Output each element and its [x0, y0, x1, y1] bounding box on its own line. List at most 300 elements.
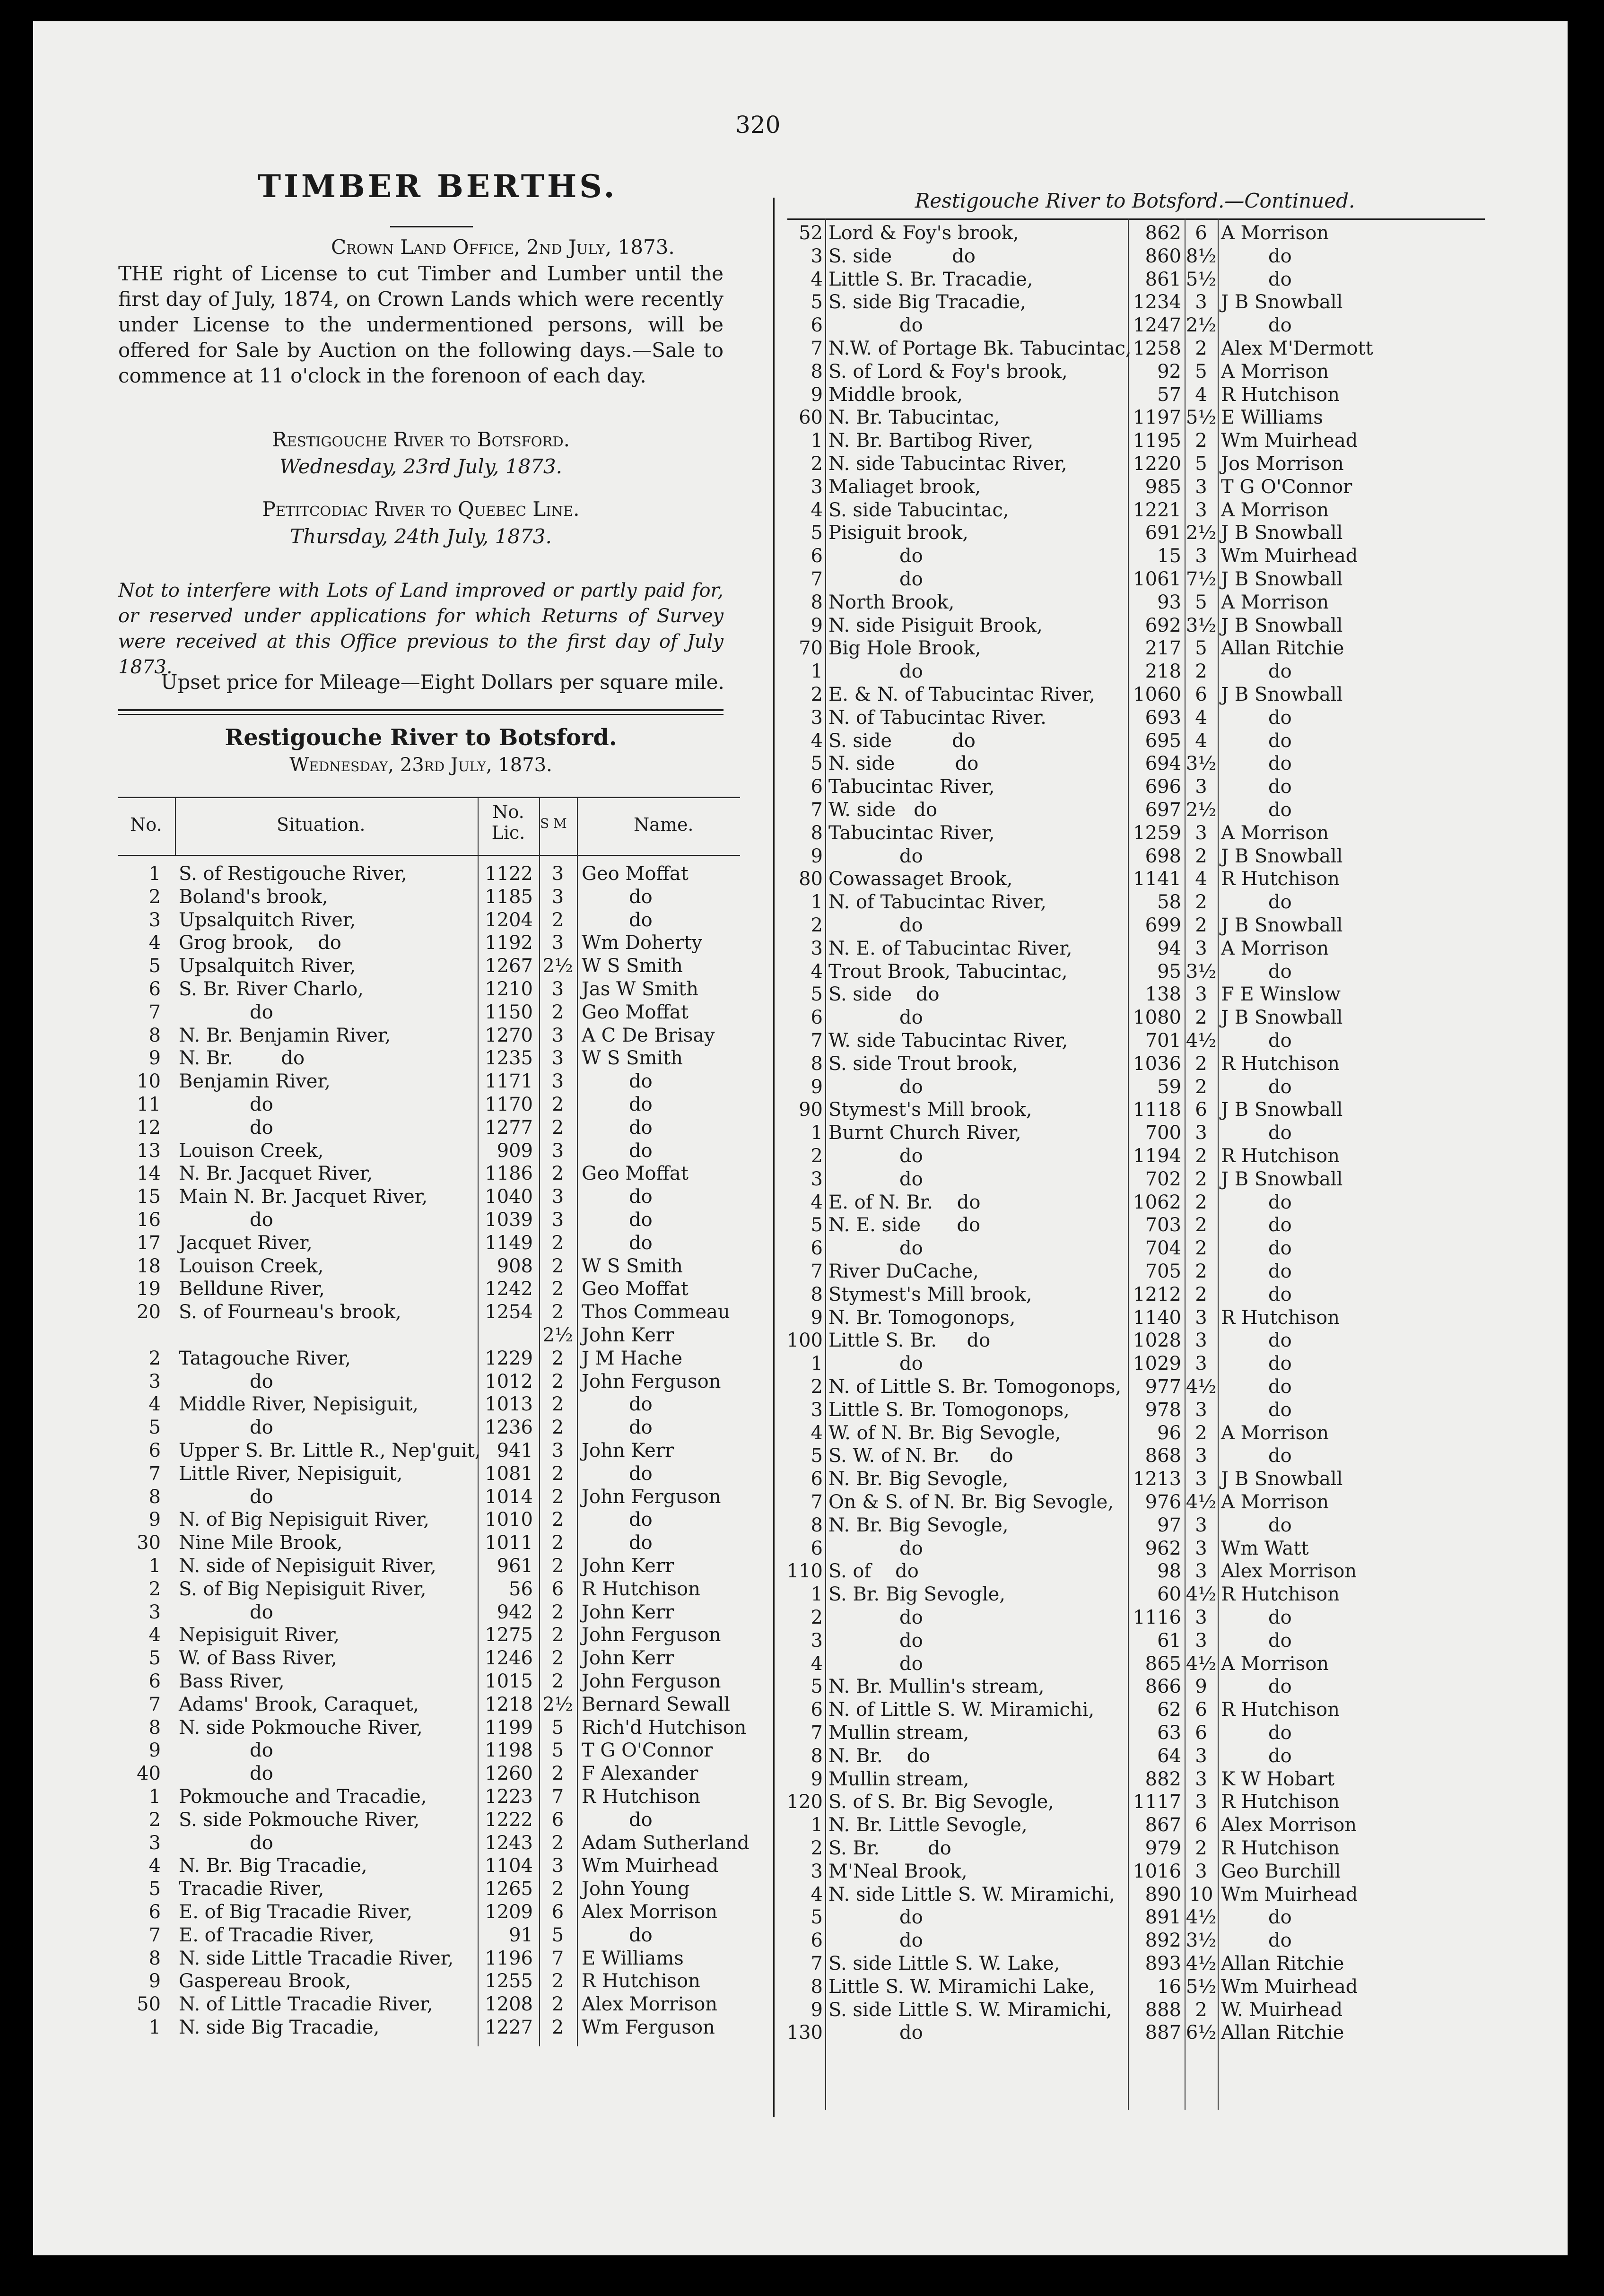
cell-sm: 7 — [551, 1786, 564, 1808]
cell-situation: S. side Trout brook, — [828, 1052, 1018, 1075]
cell-name: R Hutchison — [1221, 1145, 1340, 1167]
cell-lic: 860 — [1145, 245, 1181, 267]
cell-sm: 4½ — [1186, 1583, 1217, 1606]
cell-no: 4 — [811, 268, 823, 290]
cell-situation: do — [899, 1237, 923, 1260]
cell-situation: W. side do — [828, 799, 937, 821]
cell-sm: 3 — [551, 1024, 564, 1046]
cell-lic: 1247 — [1133, 314, 1181, 337]
cell-situation: S. of Lord & Foy's brook, — [828, 360, 1068, 383]
proviso-note: Not to interfere with Lots of Land improved or partly paid for, or reserved under applications for which Returns of Survey were received at this Office previous to the first day of July 1873. — [118, 580, 724, 678]
cell-lic: 908 — [497, 1255, 533, 1277]
cell-situation: do — [899, 1145, 923, 1167]
cell-lic: 1198 — [485, 1739, 533, 1762]
cell-lic: 890 — [1145, 1883, 1181, 1905]
cell-name: do — [1268, 1722, 1292, 1744]
cell-no: 4 — [811, 499, 823, 521]
cell-situation: Jacquet River, — [179, 1232, 313, 1254]
cell-sm: 5 — [1195, 453, 1207, 475]
cell-situation: Upsalquitch River, — [179, 909, 356, 931]
cell-no: 6 — [811, 776, 823, 798]
cell-name: do — [629, 1070, 653, 1093]
cell-situation: Gaspereau Brook, — [179, 1970, 351, 1992]
sale-date-1: Wednesday, 23rd July, 1873. — [279, 455, 562, 478]
cell-sm: 2 — [1195, 1237, 1207, 1260]
cell-sm: 5½ — [1186, 407, 1217, 429]
cell-name: R Hutchison — [1221, 1583, 1340, 1606]
cell-sm: 5½ — [1186, 268, 1217, 290]
cell-sm: 2 — [551, 1832, 564, 1854]
cell-sm: 6 — [1195, 222, 1207, 244]
page-number: 320 — [735, 111, 781, 139]
cell-situation: S. side do — [828, 730, 976, 752]
cell-name: Allan Ritchie — [1221, 1953, 1344, 1974]
cell-lic: 1254 — [485, 1301, 533, 1323]
cell-lic: 98 — [1157, 1560, 1181, 1583]
cell-no: 5 — [811, 1214, 823, 1236]
cell-sm: 4½ — [1186, 1906, 1217, 1929]
header-no: No. — [130, 814, 162, 835]
cell-situation: Mullin stream, — [828, 1722, 969, 1744]
cell-sm: 3½ — [1186, 1930, 1217, 1952]
cell-name: A Morrison — [1221, 360, 1329, 383]
cell-situation: do — [899, 1076, 923, 1098]
cell-lic: 1013 — [485, 1393, 533, 1416]
cell-name: A Morrison — [1221, 1491, 1329, 1513]
cell-name: do — [1268, 314, 1292, 337]
cell-situation: N. Br. Big Sevogle, — [828, 1514, 1009, 1536]
right-table-top-rule — [787, 218, 1485, 220]
cell-situation: Stymest's Mill brook, — [828, 1099, 1032, 1121]
cell-situation: do — [899, 1353, 923, 1375]
cell-sm: 4½ — [1186, 1953, 1217, 1974]
cell-sm: 3 — [1195, 1629, 1207, 1652]
cell-sm: 2 — [551, 1393, 564, 1416]
cell-sm: 2 — [551, 1163, 564, 1185]
cell-name: J B Snowball — [1221, 291, 1343, 313]
cell-name: Wm Muirhead — [1221, 430, 1358, 452]
cell-sm: 2 — [1195, 1052, 1207, 1075]
cell-no: 7 — [811, 568, 823, 590]
cell-name: John Kerr — [582, 1324, 674, 1346]
cell-lic: 16 — [1157, 1975, 1181, 1998]
cell-sm: 6 — [1195, 1722, 1207, 1744]
cell-name: Geo Burchill — [1221, 1860, 1341, 1882]
cell-name: do — [1268, 245, 1292, 267]
cell-lic: 691 — [1145, 522, 1181, 544]
cell-sm: 6 — [1195, 684, 1207, 705]
cell-lic: 138 — [1145, 983, 1181, 1006]
cell-lic: 1277 — [485, 1116, 533, 1139]
cell-situation: do — [899, 1537, 923, 1559]
cell-situation: S. side Big Tracadie, — [828, 291, 1026, 313]
cell-name: J M Hache — [582, 1347, 682, 1369]
cell-situation: W. side Tabucintac River, — [828, 1030, 1068, 1052]
cell-name: F Alexander — [582, 1763, 698, 1785]
cell-no: 8 — [811, 1283, 823, 1305]
cell-no: 9 — [811, 614, 823, 636]
cell-lic: 1267 — [485, 955, 533, 977]
cell-sm: 3 — [1195, 1330, 1207, 1352]
cell-sm: 4½ — [1186, 1030, 1217, 1052]
cell-name: do — [629, 886, 653, 908]
cell-name: do — [1268, 268, 1292, 290]
cell-no: 7 — [148, 1693, 161, 1715]
cell-situation: do — [250, 1094, 273, 1115]
cell-lic: 61 — [1157, 1629, 1181, 1652]
cell-name: Wm Ferguson — [582, 2017, 715, 2038]
cell-sm: 3 — [1195, 983, 1207, 1006]
cell-lic: 1185 — [485, 886, 533, 908]
cell-no: 8 — [148, 1716, 161, 1739]
cell-no: 9 — [811, 1306, 823, 1329]
cell-sm: 8½ — [1186, 245, 1217, 267]
cell-no: 5 — [148, 1417, 161, 1439]
cell-no: 2 — [811, 684, 823, 705]
cell-sm: 3 — [551, 1209, 564, 1231]
cell-sm: 2½ — [1186, 522, 1217, 544]
cell-lic: 694 — [1145, 753, 1181, 775]
cell-sm: 7½ — [1186, 568, 1217, 590]
cell-sm: 3 — [551, 932, 564, 954]
cell-no: 7 — [148, 1462, 161, 1485]
cell-no: 30 — [137, 1532, 161, 1554]
cell-no: 9 — [811, 1768, 823, 1790]
cell-lic: 865 — [1145, 1652, 1181, 1675]
cell-sm: 4 — [1195, 383, 1207, 406]
cell-sm: 2 — [1195, 1214, 1207, 1236]
cell-situation: Tracadie River, — [179, 1878, 324, 1900]
cell-name: A Morrison — [1221, 591, 1329, 613]
cell-situation: do — [250, 1601, 273, 1623]
left-hdr-divider — [175, 798, 176, 855]
cell-name: Wm Muirhead — [582, 1855, 719, 1877]
cell-lic: 60 — [1157, 1583, 1181, 1606]
cell-sm: 2 — [1195, 891, 1207, 913]
cell-no: 8 — [811, 360, 823, 383]
cell-lic: 1060 — [1133, 684, 1181, 705]
cell-no: 2 — [811, 1607, 823, 1628]
cell-situation: N. of Little S. W. Miramichi, — [828, 1699, 1095, 1721]
cell-sm: 2 — [551, 1532, 564, 1554]
cell-no: 15 — [137, 1186, 161, 1208]
cell-lic: 1246 — [485, 1647, 533, 1670]
header-situation: Situation. — [277, 814, 366, 835]
cell-no: 4 — [148, 1393, 161, 1416]
cell-no: 2 — [811, 1376, 823, 1398]
cell-situation: N. of Little S. Br. Tomogonops, — [828, 1376, 1122, 1398]
cell-lic: 698 — [1145, 845, 1181, 867]
cell-situation: Little S. Br. Tomogonops, — [828, 1399, 1070, 1421]
cell-name: John Young — [582, 1878, 690, 1900]
cell-situation: Boland's brook, — [179, 886, 328, 908]
cell-sm: 2 — [551, 1624, 564, 1646]
cell-lic: 1186 — [485, 1163, 533, 1185]
cell-sm: 3 — [551, 1186, 564, 1208]
cell-no: 4 — [811, 960, 823, 983]
cell-name: Alex Morrison — [1221, 1814, 1357, 1836]
cell-sm: 2 — [551, 909, 564, 931]
cell-name: T G O'Connor — [1221, 476, 1352, 498]
cell-sm: 5 — [551, 1716, 564, 1739]
cell-sm: 3 — [551, 863, 564, 885]
cell-sm: 2 — [551, 1763, 564, 1785]
cell-sm: 2 — [1195, 1168, 1207, 1190]
cell-name: R Hutchison — [1221, 1791, 1340, 1813]
cell-no: 3 — [811, 1399, 823, 1421]
cell-lic: 1149 — [485, 1232, 533, 1254]
cell-name: do — [1268, 960, 1292, 983]
cell-name: do — [1268, 1629, 1292, 1652]
cell-lic: 1141 — [1133, 868, 1181, 890]
cell-sm: 2 — [1195, 661, 1207, 683]
cell-situation: do — [899, 1168, 923, 1190]
cell-lic: 1270 — [485, 1024, 533, 1046]
cell-no: 7 — [811, 1953, 823, 1974]
cell-name: A Morrison — [1221, 222, 1329, 244]
cell-lic: 92 — [1157, 360, 1181, 383]
cell-situation: Adams' Brook, Caraquet, — [179, 1693, 419, 1715]
cell-lic: 941 — [497, 1440, 533, 1461]
cell-situation: do — [250, 1370, 273, 1392]
cell-no: 18 — [137, 1255, 161, 1277]
cell-situation: Middle brook, — [828, 383, 963, 406]
cell-lic: 1212 — [1133, 1283, 1181, 1305]
cell-sm: 2 — [1195, 1191, 1207, 1213]
cell-no: 4 — [811, 1422, 823, 1444]
cell-sm: 2 — [1195, 430, 1207, 452]
cell-no: 5 — [148, 955, 161, 977]
right-lic-divider — [1128, 218, 1129, 2110]
cell-no: 1 — [811, 1814, 823, 1836]
cell-situation: N. Br. do — [179, 1047, 305, 1070]
cell-lic: 705 — [1145, 1261, 1181, 1282]
cell-lic: 699 — [1145, 914, 1181, 936]
cell-sm: 5 — [551, 1924, 564, 1946]
cell-situation: N. side Big Tracadie, — [179, 2017, 380, 2038]
cell-no: 6 — [811, 1468, 823, 1490]
cell-lic: 977 — [1145, 1376, 1181, 1398]
cell-name: John Kerr — [582, 1440, 674, 1461]
cell-lic: 978 — [1145, 1399, 1181, 1421]
cell-situation: N. of Little Tracadie River, — [179, 1993, 433, 2016]
cell-sm: 3 — [1195, 822, 1207, 844]
cell-situation: do — [250, 1739, 273, 1762]
cell-lic: 1122 — [485, 863, 533, 885]
cell-no: 4 — [811, 1883, 823, 1905]
cell-sm: 4 — [1195, 706, 1207, 729]
cell-name: T G O'Connor — [582, 1739, 713, 1762]
cell-sm: 3 — [1195, 1445, 1207, 1467]
cell-lic: 1196 — [485, 1947, 533, 1969]
cell-sm: 2½ — [542, 955, 573, 977]
cell-lic: 1258 — [1133, 338, 1181, 359]
cell-no: 7 — [811, 338, 823, 359]
cell-sm: 3 — [551, 886, 564, 908]
cell-situation: Stymest's Mill brook, — [828, 1283, 1032, 1305]
cell-no: 90 — [799, 1099, 823, 1121]
cell-name: do — [1268, 891, 1292, 913]
cell-situation: do — [899, 1607, 923, 1628]
cell-sm: 6 — [1195, 1099, 1207, 1121]
cell-lic: 1036 — [1133, 1052, 1181, 1075]
cell-lic: 62 — [1157, 1699, 1181, 1721]
cell-no: 11 — [137, 1094, 161, 1115]
cell-name: do — [629, 1393, 653, 1416]
sale-route-2: Petitcodiac River to Quebec Line. — [262, 497, 580, 521]
cell-no: 8 — [148, 1947, 161, 1969]
cell-situation: N. Br. Bartibog River, — [828, 430, 1034, 452]
cell-situation: Burnt Church River, — [828, 1122, 1021, 1144]
cell-lic: 1235 — [485, 1047, 533, 1070]
left-table-top-rule — [118, 797, 740, 798]
cell-name: do — [1268, 753, 1292, 775]
cell-sm: 2½ — [542, 1693, 573, 1715]
cell-sm: 2 — [551, 1647, 564, 1670]
cell-lic: 1012 — [485, 1370, 533, 1392]
cell-no: 3 — [148, 1370, 161, 1392]
cell-lic: 1209 — [485, 1901, 533, 1923]
cell-name: John Kerr — [582, 1647, 674, 1670]
cell-no: 1 — [148, 1555, 161, 1577]
cell-situation: N. side do — [828, 753, 979, 775]
cell-lic: 1259 — [1133, 822, 1181, 844]
cell-no: 4 — [811, 1652, 823, 1675]
cell-name: Alex Morrison — [1221, 1560, 1357, 1583]
section-date: Wednesday, 23rd July, 1873. — [289, 754, 552, 776]
header-sm: S M — [540, 816, 567, 831]
cell-no: 6 — [148, 1440, 161, 1461]
cell-sm: 2 — [551, 1094, 564, 1115]
cell-name: J B Snowball — [1221, 684, 1343, 705]
cell-sm: 2 — [551, 1232, 564, 1254]
cell-no: 3 — [811, 1168, 823, 1190]
cell-lic: 1236 — [485, 1417, 533, 1439]
cell-sm: 3 — [1195, 1122, 1207, 1144]
cell-situation: do — [899, 1906, 923, 1929]
cell-lic: 702 — [1145, 1168, 1181, 1190]
cell-lic: 1265 — [485, 1878, 533, 1900]
cell-sm: 2 — [551, 1601, 564, 1623]
cell-sm: 2½ — [542, 1324, 573, 1346]
cell-situation: On & S. of N. Br. Big Sevogle, — [828, 1491, 1114, 1513]
cell-no: 7 — [148, 1924, 161, 1946]
right-name-divider — [1218, 218, 1219, 2110]
cell-no: 9 — [148, 1509, 161, 1531]
cell-sm: 2 — [1195, 1999, 1207, 2021]
cell-sm: 2 — [551, 1278, 564, 1300]
cell-situation: S. W. of N. Br. do — [828, 1445, 1013, 1467]
cell-sm: 3 — [1195, 1399, 1207, 1421]
cell-name: John Ferguson — [582, 1370, 721, 1392]
cell-situation: E. of Tracadie River, — [179, 1924, 375, 1946]
cell-situation: do — [899, 568, 923, 590]
cell-name: Geo Moffat — [582, 1278, 689, 1300]
cell-sm: 2 — [551, 1255, 564, 1277]
cell-lic: 91 — [509, 1924, 533, 1946]
cell-no: 5 — [811, 291, 823, 313]
cell-situation: Nepisiguit River, — [179, 1624, 340, 1646]
cell-situation: Middle River, Nepisiguit, — [179, 1393, 418, 1416]
cell-situation: do — [250, 1209, 273, 1231]
cell-name: W S Smith — [582, 1047, 683, 1070]
cell-sm: 2 — [551, 1670, 564, 1692]
cell-sm: 9 — [1195, 1676, 1207, 1698]
cell-situation: do — [899, 2022, 923, 2044]
cell-sm: 3 — [1195, 1745, 1207, 1767]
cell-name: do — [629, 1809, 653, 1831]
cell-sm: 4½ — [1186, 1376, 1217, 1398]
cell-lic: 942 — [497, 1601, 533, 1623]
cell-name: R Hutchison — [1221, 1052, 1340, 1075]
cell-name: do — [1268, 1122, 1292, 1144]
cell-lic: 218 — [1145, 661, 1181, 683]
cell-no: 2 — [811, 1145, 823, 1167]
cell-situation: Upsalquitch River, — [179, 955, 356, 977]
cell-lic: 692 — [1145, 614, 1181, 636]
cell-name: do — [1268, 1191, 1292, 1213]
cell-name: do — [1268, 1399, 1292, 1421]
cell-lic: 1208 — [485, 1993, 533, 2016]
cell-no: 4 — [148, 932, 161, 954]
cell-situation: Maliaget brook, — [828, 476, 981, 498]
cell-no: 5 — [811, 1676, 823, 1698]
cell-lic: 866 — [1145, 1676, 1181, 1698]
cell-lic: 96 — [1157, 1422, 1181, 1444]
cell-name: do — [1268, 1076, 1292, 1098]
cell-name: E Williams — [582, 1947, 684, 1969]
cell-lic: 1213 — [1133, 1468, 1181, 1490]
cell-situation: do — [899, 1007, 923, 1029]
cell-situation: do — [250, 1832, 273, 1854]
cell-sm: 2 — [551, 1993, 564, 2016]
cell-lic: 93 — [1157, 591, 1181, 613]
cell-sm: 2 — [551, 1417, 564, 1439]
cell-no: 8 — [148, 1486, 161, 1508]
cell-situation: Little River, Nepisiguit, — [179, 1462, 403, 1485]
cell-name: do — [1268, 706, 1292, 729]
cell-no: 6 — [811, 314, 823, 337]
cell-situation: S. side Little S. W. Miramichi, — [828, 1999, 1112, 2021]
cell-sm: 3 — [551, 1047, 564, 1070]
cell-lic: 979 — [1145, 1837, 1181, 1859]
cell-situation: Upper S. Br. Little R., Nep'guit, — [179, 1440, 481, 1461]
cell-sm: 2 — [1195, 1007, 1207, 1029]
cell-no: 6 — [811, 1699, 823, 1721]
cell-name: Jos Morrison — [1221, 453, 1344, 475]
cell-name: J B Snowball — [1221, 614, 1343, 636]
cell-no: 9 — [811, 845, 823, 867]
cell-sm: 3 — [1195, 499, 1207, 521]
cell-situation: S. Br. do — [828, 1837, 951, 1859]
cell-name: do — [1268, 1353, 1292, 1375]
cell-sm: 2 — [1195, 1261, 1207, 1282]
cell-sm: 3½ — [1186, 960, 1217, 983]
cell-name: do — [1268, 730, 1292, 752]
cell-name: do — [1268, 1906, 1292, 1929]
cell-name: do — [1268, 1930, 1292, 1952]
cell-sm: 2 — [551, 1116, 564, 1139]
cell-lic: 97 — [1157, 1514, 1181, 1536]
left-name-divider — [577, 798, 578, 2046]
header-name: Name. — [634, 814, 694, 835]
cell-no: 7 — [811, 1261, 823, 1282]
cell-no: 2 — [148, 886, 161, 908]
cell-situation: S. of Fourneau's brook, — [179, 1301, 401, 1323]
cell-no: 6 — [148, 1670, 161, 1692]
cell-no: 6 — [811, 1237, 823, 1260]
cell-no: 6 — [811, 1537, 823, 1559]
